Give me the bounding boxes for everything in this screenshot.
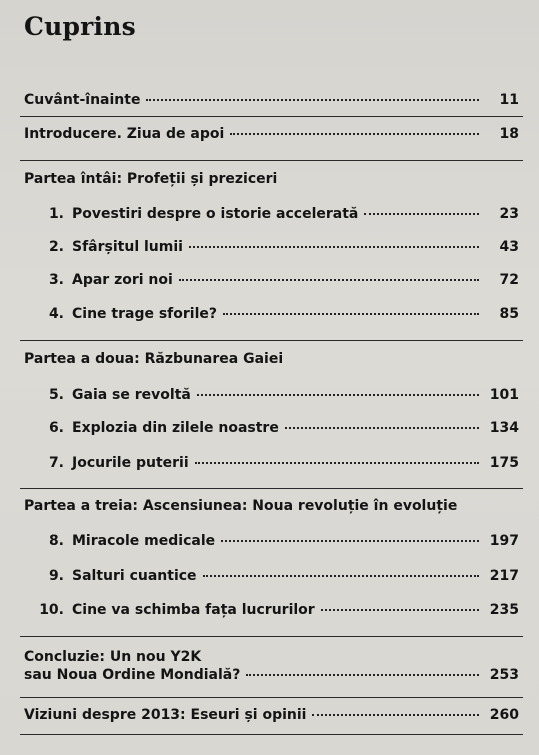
- toc-entry-chapter: [0, 238, 539, 256]
- toc-entry-chapter: [0, 386, 539, 404]
- entry-title: Introducere. Ziua de apoi: [24, 126, 225, 142]
- separator-line: [20, 636, 523, 637]
- entry-page: 253: [489, 667, 519, 683]
- chapter-number: 2.: [48, 239, 64, 255]
- entry-title: Sfârșitul lumii: [72, 239, 183, 255]
- dot-leader: [285, 426, 479, 429]
- chapter-number: 8.: [48, 533, 64, 549]
- toc-entry-chapter: [0, 271, 539, 289]
- dot-leader: [246, 673, 479, 676]
- dot-leader: [364, 212, 479, 215]
- entry-page: 72: [499, 272, 519, 288]
- dot-leader: [195, 461, 479, 464]
- chapter-number: 7.: [48, 455, 64, 471]
- entry-page: 175: [489, 455, 519, 471]
- separator-line: [20, 340, 523, 341]
- page-title: Cuprins: [24, 12, 136, 41]
- dot-leader: [146, 98, 479, 101]
- entry-page: 101: [489, 387, 519, 403]
- separator-line: [20, 697, 523, 698]
- dot-leader: [230, 132, 479, 135]
- toc-entry-conclusion: [24, 648, 519, 684]
- toc-entry-chapter: [0, 532, 539, 550]
- chapter-number: 10.: [39, 602, 64, 618]
- toc-entry-visions: [0, 706, 539, 724]
- dot-leader: [223, 312, 479, 315]
- separator-line: [20, 734, 523, 735]
- entry-title: Miracole medicale: [72, 533, 216, 549]
- toc-entry-chapter: [0, 419, 539, 437]
- toc-entry-intro: [0, 125, 539, 143]
- part-heading: Partea a treia: Ascensiunea: Noua revoluție în evoluție: [24, 498, 458, 514]
- entry-title-line1: Concluzie: Un nou Y2K: [24, 649, 202, 665]
- entry-title: Salturi cuantice: [72, 568, 197, 584]
- entry-title: Jocurile puterii: [72, 455, 189, 471]
- entry-page: 43: [499, 239, 519, 255]
- chapter-number: 9.: [48, 568, 64, 584]
- dot-leader: [189, 245, 479, 248]
- entry-title: Explozia din zilele noastre: [72, 420, 279, 436]
- dot-leader: [197, 393, 479, 396]
- dot-leader: [203, 574, 479, 577]
- toc-entry-chapter: [0, 305, 539, 323]
- entry-title-line2-row: [24, 666, 519, 684]
- part-heading: Partea a doua: Răzbunarea Gaiei: [24, 351, 284, 367]
- entry-title: Povestiri despre o istorie accelerată: [72, 206, 359, 222]
- entry-page: 260: [489, 707, 519, 723]
- dot-leader: [221, 539, 479, 542]
- chapter-number: 6.: [48, 420, 64, 436]
- chapter-number: 5.: [48, 387, 64, 403]
- separator-line: [20, 160, 523, 161]
- entry-title: Cine va schimba fața lucrurilor: [72, 602, 315, 618]
- entry-page: 23: [499, 206, 519, 222]
- toc-entry-chapter: [0, 601, 539, 619]
- toc-entry-foreword: [0, 91, 539, 109]
- entry-page: 134: [489, 420, 519, 436]
- chapter-number: 3.: [48, 272, 64, 288]
- entry-title: Cine trage sforile?: [72, 306, 218, 322]
- entry-page: 11: [499, 92, 519, 108]
- entry-title: Cuvânt-înainte: [24, 92, 141, 108]
- dot-leader: [312, 713, 479, 716]
- chapter-number: 4.: [48, 306, 64, 322]
- dot-leader: [179, 278, 479, 281]
- entry-title: Gaia se revoltă: [72, 387, 191, 403]
- chapter-number: 1.: [48, 206, 64, 222]
- entry-page: 235: [489, 602, 519, 618]
- toc-entry-chapter: [0, 567, 539, 585]
- entry-page: 197: [489, 533, 519, 549]
- toc-entry-chapter: [0, 205, 539, 223]
- toc-entry-chapter: [0, 454, 539, 472]
- part-heading: Partea întâi: Profeții și preziceri: [24, 171, 278, 187]
- entry-page: 217: [489, 568, 519, 584]
- entry-title: Viziuni despre 2013: Eseuri și opinii: [24, 707, 307, 723]
- separator-line: [20, 488, 523, 489]
- entry-page: 18: [499, 126, 519, 142]
- separator-line: [20, 116, 523, 117]
- entry-page: 85: [499, 306, 519, 322]
- entry-title: Apar zori noi: [72, 272, 173, 288]
- dot-leader: [321, 608, 479, 611]
- entry-title-line2: sau Noua Ordine Mondială?: [24, 667, 241, 683]
